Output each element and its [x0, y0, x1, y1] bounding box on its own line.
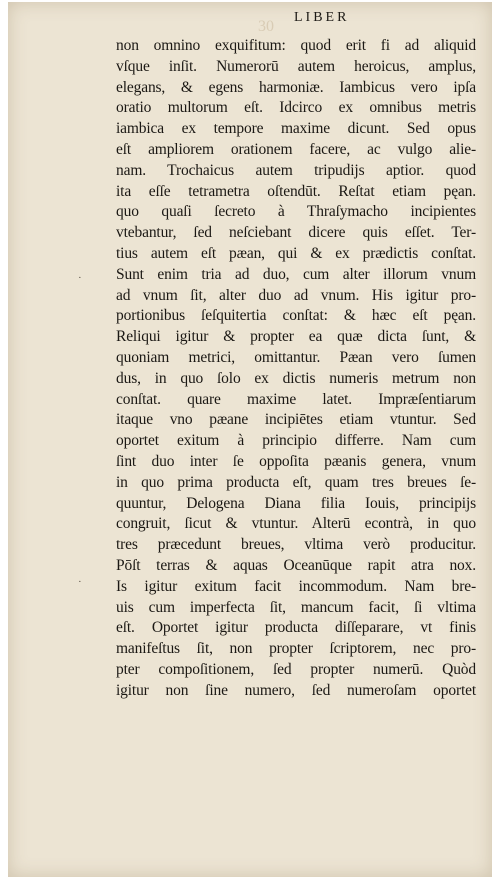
text-line: nam. Trochaicus autem tripudijs aptior. quod: [116, 161, 476, 179]
book-page: [8, 2, 492, 877]
text-line: dus, in quo ſolo ex dictis numeris metrum non: [116, 369, 476, 387]
text-line: Pōſt terras & aquas Oceanūque rapit atra nox.: [116, 556, 476, 574]
text-line: iambica ex tempore maxime dicunt. Sed opus: [116, 120, 476, 138]
text-block: [116, 36, 476, 702]
text-line: in quo prima producta eſt, quam tres breues ſe-: [116, 473, 476, 491]
margin-mark: ·: [78, 272, 82, 284]
bleed-through-mark: 30: [258, 18, 274, 35]
running-head: LIBER: [294, 10, 350, 25]
text-line: ſint duo inter ſe oppoſita pæanis genera, vnum: [116, 452, 476, 470]
margin-mark: ·: [78, 576, 82, 588]
text-line: vtebantur, ſed neſciebant dicere quis eſſet. Ter-: [116, 224, 476, 242]
text-line: quuntur, Delogena Diana filia Iouis, principijs: [116, 494, 476, 512]
text-line: quo quaſi ſecreto à Thraſymacho incipientes: [116, 203, 476, 221]
text-line: ita eſſe tetrametra oſtendūt. Reſtat etiam pęan.: [116, 182, 476, 200]
text-line: oratio multorum eſt. Idcirco ex omnibus metris: [116, 99, 476, 117]
text-line: portionibus ſeſquitertia conſtat: & hæc eſt pęan.: [116, 307, 476, 325]
text-line: manifeſtus ſit, non propter ſcriptorem, nec pro-: [116, 640, 476, 658]
text-line: Sunt enim tria ad duo, cum alter illorum vnum: [116, 265, 476, 283]
text-line: tius autem eſt pæan, qui & ex prædictis conſtat.: [116, 244, 476, 262]
text-line: elegans, & egens harmoniæ. Iambicus vero ipſa: [116, 78, 476, 96]
text-line: eſt ampliorem orationem facere, ac vulgo alie-: [116, 140, 476, 158]
text-line: ad vnum ſit, alter duo ad vnum. His igitur pro-: [116, 286, 476, 304]
text-line: igitur non ſine numero, ſed numeroſam oportet: [116, 681, 476, 699]
text-line: quoniam metrici, omittantur. Pæan vero ſumen: [116, 348, 476, 366]
text-line: itaque vno pæane incipiētes etiam vtuntur. Sed: [116, 411, 476, 429]
text-line: Reliqui igitur & propter ea quæ dicta ſunt, &: [116, 328, 476, 346]
text-line: congruit, ſicut & vtuntur. Alterū econtrà, in quo: [116, 515, 476, 533]
text-line: conſtat. quare maxime latet. Impræſentiarum: [116, 390, 476, 408]
text-line: uis cum imperfecta ſit, mancum facit, ſi vltima: [116, 598, 476, 616]
text-line: vſque inſit. Numerorū autem heroicus, amplus,: [116, 57, 476, 75]
text-line: oportet exitum à principio differre. Nam cum: [116, 432, 476, 450]
text-line: eſt. Oportet igitur producta diſſeparare, vt finis: [116, 619, 476, 637]
text-line: pter compoſitionem, ſed propter numerū. Quòd: [116, 660, 476, 678]
text-line: Is igitur exitum facit incommodum. Nam bre-: [116, 577, 476, 595]
text-line: tres præcedunt breues, vltima verò producitur.: [116, 536, 476, 554]
text-line: non omnino exquifitum: quod erit fi ad aliquid: [116, 37, 476, 54]
